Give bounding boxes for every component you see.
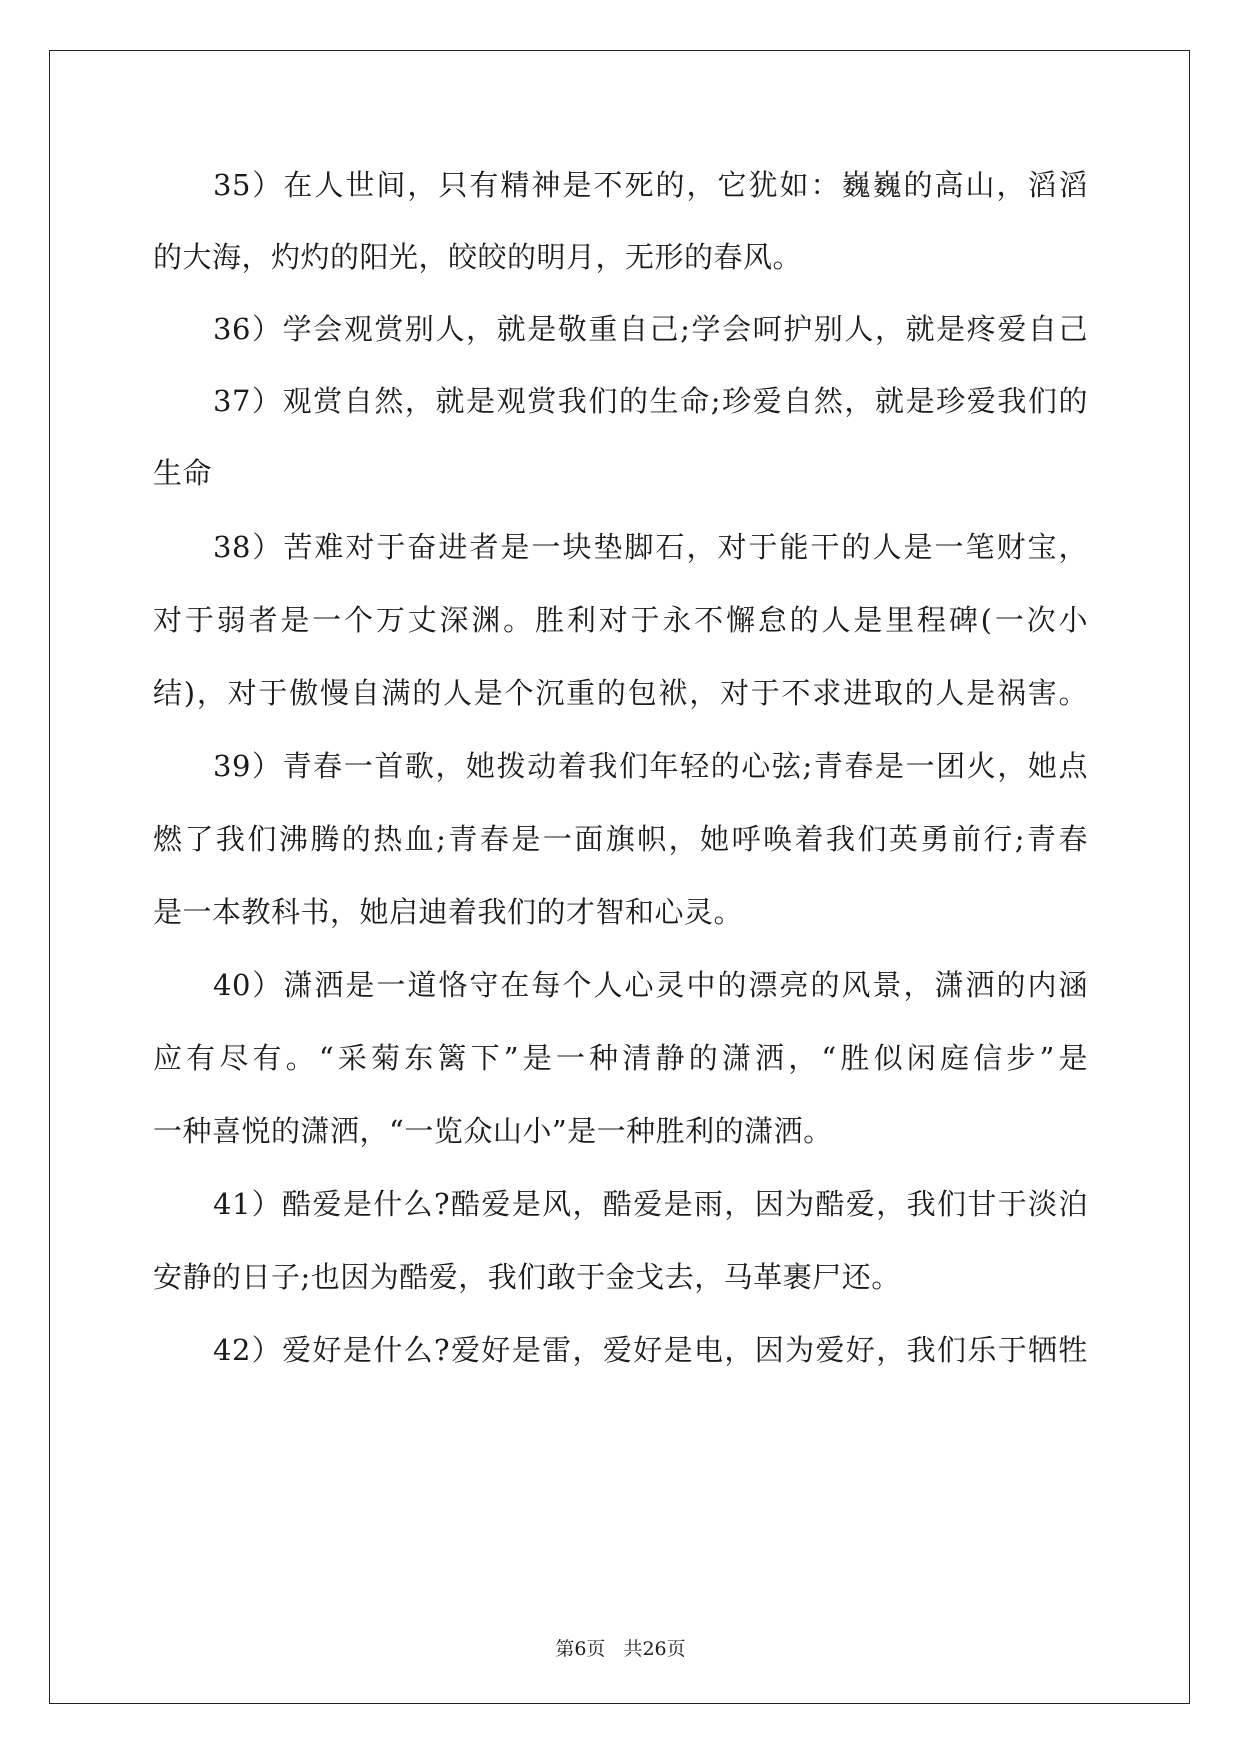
text-line: 结)，对于傲慢自满的人是个沉重的包袱，对于不求进取的人是祸害。 <box>153 676 1088 710</box>
text-line: 38）苦难对于奋进者是一块垫脚石，对于能干的人是一笔财宝， <box>213 530 1088 564</box>
text-line: 的大海，灼灼的阳光，皎皎的明月，无形的春风。 <box>153 240 803 274</box>
text-line: 40）潇洒是一道恪守在每个人心灵中的漂亮的风景，潇洒的内涵 <box>213 968 1088 1002</box>
text-line: 燃了我们沸腾的热血;青春是一面旗帜，她呼唤着我们英勇前行;青春 <box>153 822 1088 856</box>
text-line: 应有尽有。“采菊东篱下”是一种清静的潇洒，“胜似闲庭信步”是 <box>153 1041 1088 1075</box>
text-line: 是一本教科书，她启迪着我们的才智和心灵。 <box>153 895 744 929</box>
page-number: 第6页 <box>555 1638 606 1660</box>
text-line: 39）青春一首歌，她拨动着我们年轻的心弦;青春是一团火，她点 <box>213 749 1088 783</box>
text-line: 37）观赏自然，就是观赏我们的生命;珍爱自然，就是珍爱我们的 <box>213 384 1088 418</box>
text-line: 对于弱者是一个万丈深渊。胜利对于永不懈怠的人是里程碑(一次小 <box>153 603 1088 637</box>
text-line: 35）在人世间，只有精神是不死的，它犹如：巍巍的高山，滔滔 <box>213 168 1088 202</box>
text-line: 安静的日子;也因为酷爱，我们敢于金戈去，马革裹尸还。 <box>153 1260 901 1294</box>
page-footer <box>0 1634 1241 1661</box>
text-line: 41）酷爱是什么?酷爱是风，酷爱是雨，因为酷爱，我们甘于淡泊 <box>213 1187 1088 1221</box>
total-pages: 共26页 <box>623 1638 686 1660</box>
text-line: 42）爱好是什么?爱好是雷，爱好是电，因为爱好，我们乐于牺牲 <box>213 1333 1088 1367</box>
text-line: 36）学会观赏别人，就是敬重自己;学会呵护别人，就是疼爱自己 <box>213 312 1088 346</box>
text-line: 一种喜悦的潇洒，“一览众山小”是一种胜利的潇洒。 <box>153 1114 833 1148</box>
page-border <box>49 50 1190 1704</box>
text-line: 生命 <box>153 456 213 490</box>
